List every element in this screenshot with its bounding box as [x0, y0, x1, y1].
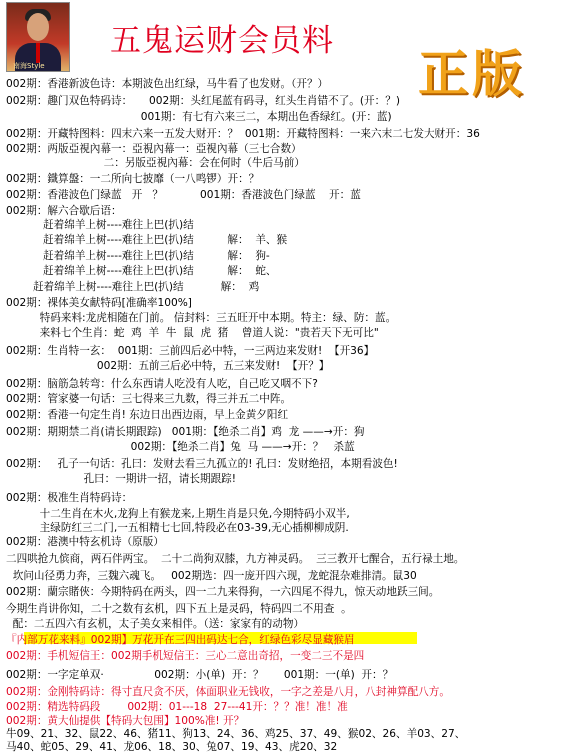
text-line: 002期：五前三后必中特，五三来发财! 【开？】: [6, 360, 330, 372]
text-line: 002期：香港新波色诗：本期波色出红绿，马牛看了也发财。（开？）: [6, 78, 329, 90]
text-line: 002期：极准生肖特码诗：: [6, 492, 133, 504]
text-line: 002期：港澳中特玄机诗（原版）: [6, 536, 164, 548]
text-line: 002期：黄大仙提供【特码大包围】100%准! 开？: [6, 715, 245, 727]
text-line: 002期：精选特码段 002期：01---18 27---41开：？？准！准！准: [6, 701, 348, 713]
text-line: 坎问山径勇力奔，三魏六魂飞。 002期选：四一庞开四六现，龙蛇混杂难排清。鼠30: [6, 570, 417, 582]
text-line: 赶着绵羊上树----难往上巴(扒)结 解： 狗-: [6, 250, 270, 262]
text-line: 002期：【绝杀二肖】兔 马 ——→开：？ 杀蓝: [6, 441, 355, 453]
text-line: 今期生肖讲你知，二十之数有玄机，四下五上是灵码，特码四二不用查 。: [6, 603, 352, 615]
text-line: 牛09、21、32、鼠22、46、猪11、狗13、24、36、鸡25、37、49、猴02、26、羊03、27、: [6, 728, 466, 740]
text-line: 002期：解六合歇后语：: [6, 205, 122, 217]
text-line: 002期：一字定单双· 002期：小(单) 开：？ 001期：一(单) 开：？: [6, 669, 394, 681]
text-line: 002期：趣门双色特码诗： 002期：头红尾蓝有码寻，红头生肖错不了。(开：？): [6, 95, 400, 107]
text-line: 002期：裸体美女献特码[准确率100%]: [6, 297, 192, 309]
portrait-photo: [6, 2, 70, 72]
text-line: 十二生肖在木火,龙狗上有猴龙来,上期生肖是只免,今期特码小双半,: [6, 508, 350, 520]
text-line: 002期：香港波色门绿蓝 开 ？ 001期：香港波色门绿蓝 开：蓝: [6, 189, 361, 201]
text-line: 002期：管家婆一句话：三七得来三九数，得三并五二中阵。: [6, 393, 292, 405]
text-line: 赶着绵羊上树----难往上巴(扒)结 解： 羊、猴: [6, 234, 288, 246]
text-line: 二：另版亞視內幕：会在何时（牛后马前）: [6, 157, 305, 169]
text-line: 赶着绵羊上树----难往上巴(扒)结 解： 蛇、: [6, 265, 277, 277]
text-line: 孔曰：一期讲一招，请长期跟踪!: [6, 473, 237, 485]
text-line: 特码来料:龙虎相随在门前。 信封料：三五旺开中本期。特主：绿、防：蓝。: [6, 312, 397, 324]
text-line: 002期：生肖特一玄： 001期：三前四后必中特，一三两边来发财! 【开36】: [6, 345, 375, 357]
text-line: 002期：两版亞視內幕一：亞視內幕一：亞視內幕（三七合数）: [6, 143, 302, 155]
text-line: 配：二五四六有玄机，太子美女来相伴。（送：家家有的动物）: [6, 618, 305, 630]
text-line: 二四哄抢九傧商，两石伴两宝。 二十二尚狗双膝，九方神灵码。 三三教开七醒合，五行禄土地。: [6, 553, 465, 565]
text-line: 001期：有七有六来三二，本期出色香绿红。(开：蓝): [6, 111, 392, 123]
page-title: 五鬼运财会员料: [110, 23, 334, 59]
text-line: 主绿防红三二门,一五相精七七回,特段必在03-39,无心插柳柳成阴.: [6, 522, 349, 534]
authentic-badge: 正版: [418, 45, 526, 103]
text-line: 002期：期期禁二肖(请长期跟踪) 001期：【绝杀二肖】鸡 龙 ——→开：狗: [6, 426, 365, 438]
text-line: 002期：香港一句定生肖! 东边日出西边雨，早上金黄夕阳红: [6, 409, 289, 421]
text-line: 002期：手机短信王：002期手机短信王：三心二意出奇招，一变二三不是四: [6, 650, 365, 662]
text-line: 赶着绵羊上树----难往上巴(扒)结: [6, 219, 194, 231]
text-line: 002期：鐵算盤：一二所向七披靡（一八鸣锣）开：？: [6, 173, 260, 185]
text-line: 『内部万花来料』002期】万花开在三四出码达七合，红绿色彩尽显藏猴眉: [6, 634, 355, 646]
text-line: 赶着绵羊上树----难往上巴(扒)结 解： 鸡: [6, 281, 260, 293]
text-line: 002期：金刚特码诗：得寸直尺贪不厌，体面职业无钱收，一字之差是八月，八封神算配八方。: [6, 686, 450, 698]
text-line: 来料七个生肖：蛇 鸡 羊 牛 鼠 虎 猪 曾道人说："贵若天下无可比": [6, 327, 379, 339]
text-line: 002期： 孔子一句话：孔曰：发财去看三九孤立的! 孔曰：发财绝招，本期看波色!: [6, 458, 398, 470]
text-line: 002期：开藏特图料：四末六来一五发大财开：？ 001期：开藏特图料：一来六末二七发大财开：36: [6, 128, 480, 140]
text-line: 002期：脑筋急转弯：什么东西请人吃没有人吃，自己吃又咽不下?: [6, 378, 318, 390]
text-line: 002期：蘭宗賭俠：今期特码在两头，四一二九来得狗，一六四尾不得九，惊天动地跃三间。: [6, 586, 440, 598]
text-line: 马40、蛇05、29、41、龙06、18、30、兔07、19、43、虎20、32: [6, 741, 338, 753]
portrait-caption: 南海Style: [13, 62, 45, 70]
